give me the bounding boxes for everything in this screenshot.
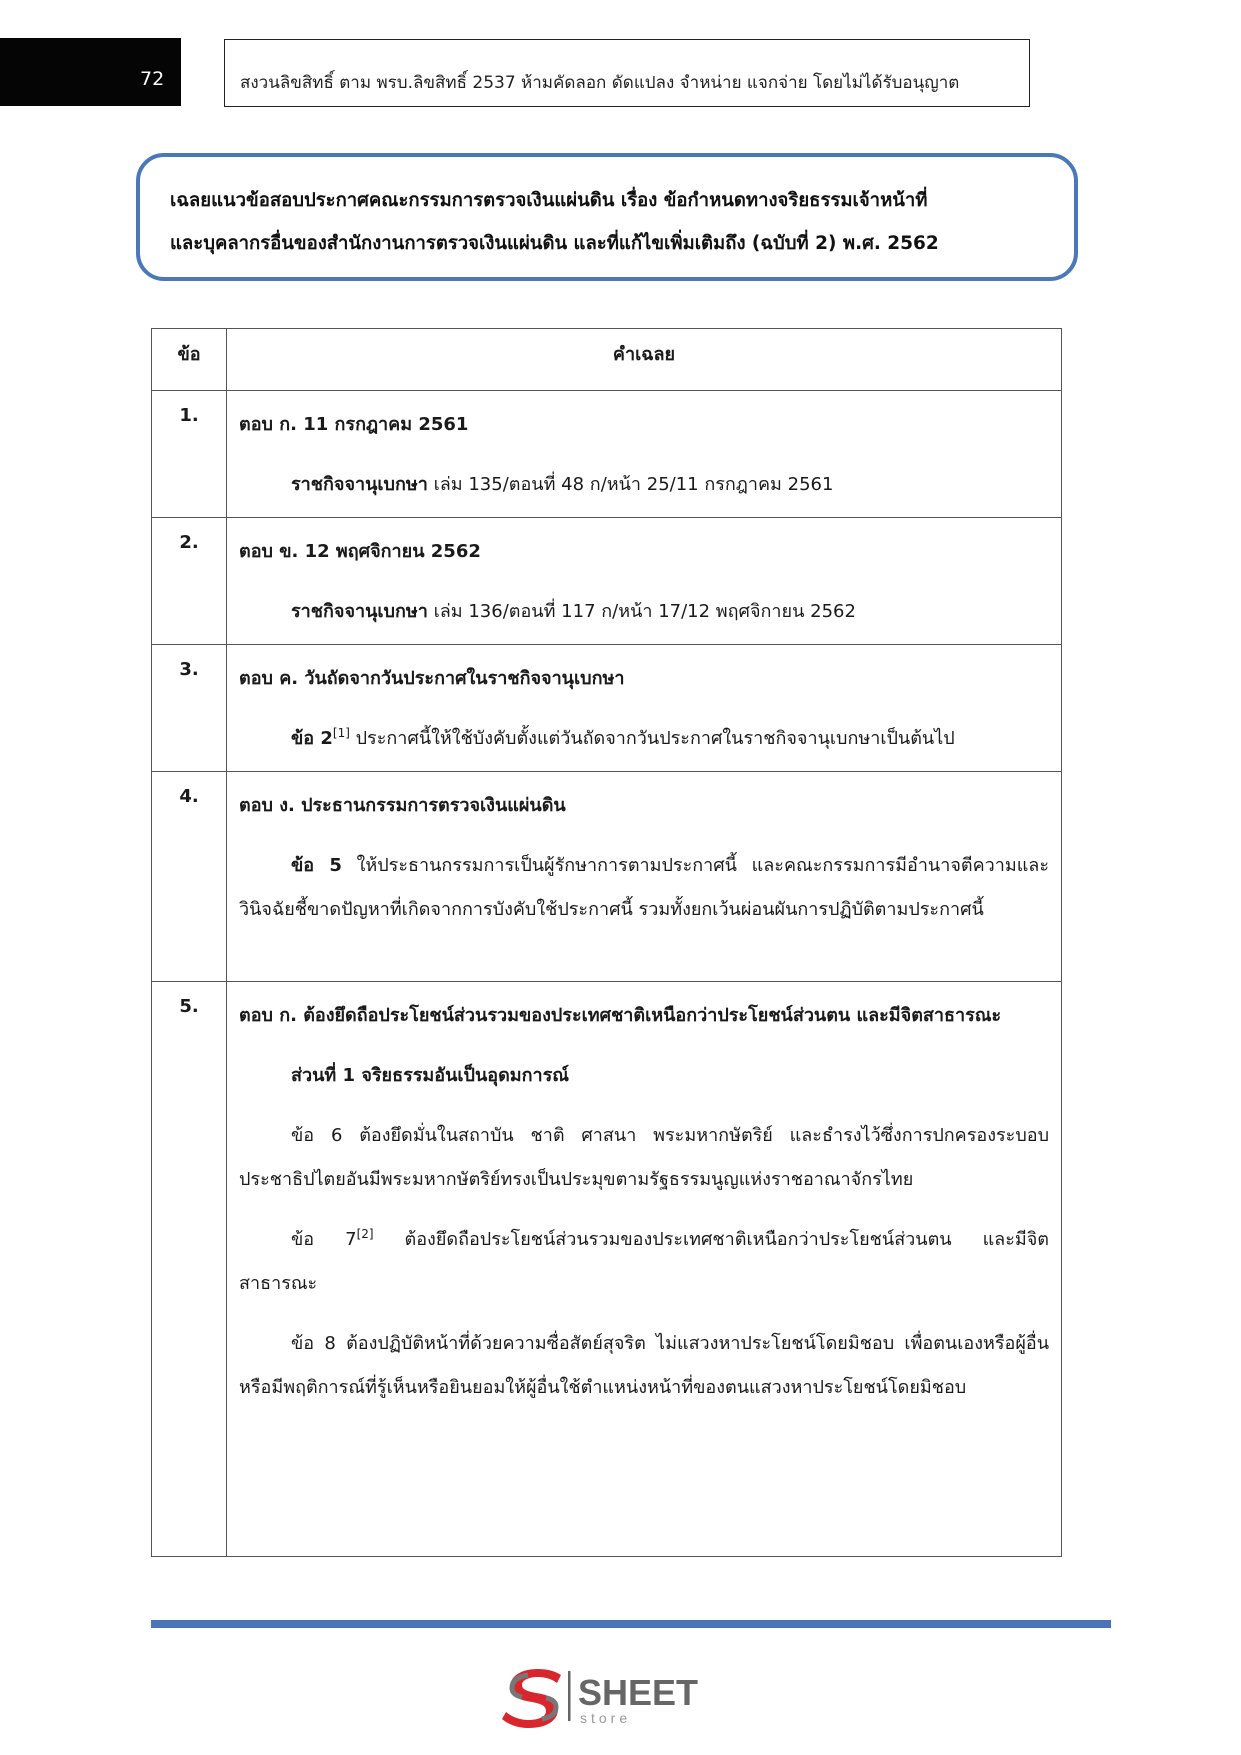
s-emblem-icon: [502, 1669, 561, 1728]
reference-label: ราชกิจจานุเบกษา: [291, 601, 428, 622]
reference-text: [239, 717, 1049, 761]
copyright-notice: สงวนลิขสิทธิ์ ตาม พรบ.ลิขสิทธิ์ 2537 ห้ามคัดลอก ดัดแปลง จำหน่าย แจกจ่าย โดยไม่ได้รับอนุญาต: [240, 73, 960, 93]
footer-divider: [151, 1620, 1111, 1628]
row-number: 3.: [152, 645, 227, 772]
footnote-ref: [2]: [356, 1227, 374, 1241]
answer-cell: [227, 982, 1062, 1557]
reference-label: ราชกิจจานุเบกษา: [291, 474, 428, 495]
column-header-no: ข้อ: [152, 329, 227, 391]
table-row: [152, 518, 1062, 645]
answer-text: ตอบ ข. 12 พฤศจิกายน 2562: [239, 541, 481, 562]
reference-detail: เล่ม 136/ตอนที่ 117 ก/หน้า 17/12 พฤศจิกายน 2562: [427, 601, 856, 622]
row-number: 4.: [152, 772, 227, 982]
reference-detail: เล่ม 135/ตอนที่ 48 ก/หน้า 25/11 กรกฎาคม 2561: [427, 474, 834, 495]
clause-7-label: ข้อ 7: [291, 1229, 357, 1250]
column-header-answer: คำเฉลย: [227, 329, 1062, 391]
answer-cell: [227, 518, 1062, 645]
reference-label: ข้อ 2: [291, 728, 333, 749]
clause-8: ข้อ 8 ต้องปฏิบัติหน้าที่ด้วยความซื่อสัตย์สุจริต ไม่แสวงหาประโยชน์โดยมิชอบ เพื่อตนเองหรือผู้อื่น หรือมีพฤติการณ์ที่รู้เห็นหรือยินยอมให้ผู้อื่นใช้ตำแหน่งหน้าที่ของตนแสวงหาประโยชน์โดยมิชอบ: [239, 1333, 1049, 1398]
answer-text: ตอบ ก. ต้องยึดถือประโยชน์ส่วนรวมของประเทศชาติเหนือกว่าประโยชน์ส่วนตน และมีจิตสาธารณะ: [239, 1005, 1002, 1026]
row-number: 5.: [152, 982, 227, 1557]
clause-6: ข้อ 6 ต้องยึดมั่นในสถาบัน ชาติ ศาสนา พระมหากษัตริย์ และธำรงไว้ซึ่งการปกครองระบอบประชาธิปไตยอันมีพระมหากษัตริย์ทรงเป็นประมุขตามรัฐธรรมนูญแห่งราชอาณาจักรไทย: [239, 1125, 1049, 1190]
answer-cell: [227, 391, 1062, 518]
table-row: [152, 772, 1062, 982]
table-row: [152, 391, 1062, 518]
reference-label: ข้อ 5: [291, 855, 342, 876]
logo-sub: store: [580, 1710, 632, 1726]
reference-text: [239, 590, 1049, 634]
title-frame: [136, 153, 1078, 281]
answer-cell: [227, 772, 1062, 982]
reference-detail: ให้ประธานกรรมการเป็นผู้รักษาการตามประกาศนี้ และคณะกรรมการมีอำนาจตีความและวินิจฉัยชี้ขาดปัญหาที่เกิดจากการบังคับใช้ประกาศนี้ รวมทั้งยกเว้นผ่อนผันการปฏิบัติตามประกาศนี้: [239, 855, 1050, 920]
title-line-1: เฉลยแนวข้อสอบประกาศคณะกรรมการตรวจเงินแผ่นดิน เรื่อง ข้อกำหนดทางจริยธรรมเจ้าหน้าที่: [170, 190, 928, 211]
footnote-ref: [1]: [332, 726, 350, 740]
clause-7: [239, 1218, 1049, 1306]
page-number: 72: [140, 68, 165, 90]
logo-word: SHEET: [578, 1672, 699, 1713]
answer-table: [151, 328, 1062, 1557]
section-heading: ส่วนที่ 1 จริยธรรมอันเป็นอุดมการณ์: [291, 1065, 570, 1086]
reference-text: [239, 844, 1049, 932]
answer-text: ตอบ ง. ประธานกรรมการตรวจเงินแผ่นดิน: [239, 795, 566, 816]
table-row: [152, 982, 1062, 1557]
answer-cell: [227, 645, 1062, 772]
answer-text: ตอบ ค. วันถัดจากวันประกาศในราชกิจจานุเบกษา: [239, 668, 625, 689]
clause-7-text: ต้องยึดถือประโยชน์ส่วนรวมของประเทศชาติเหนือกว่าประโยชน์ส่วนตน และมีจิตสาธารณะ: [239, 1229, 1049, 1294]
row-number: 1.: [152, 391, 227, 518]
sheet-store-logo: [498, 1661, 718, 1731]
title-line-2: และบุคลากรอื่นของสำนักงานการตรวจเงินแผ่นดิน และที่แก้ไขเพิ่มเติมถึง (ฉบับที่ 2) พ.ศ. 2562: [170, 233, 939, 254]
logo-divider: [568, 1671, 571, 1721]
reference-detail: ประกาศนี้ให้ใช้บังคับตั้งแต่วันถัดจากวันประกาศในราชกิจจานุเบกษาเป็นต้นไป: [349, 728, 955, 749]
reference-text: [239, 463, 1049, 507]
answer-text: ตอบ ก. 11 กรกฎาคม 2561: [239, 414, 469, 435]
row-number: 2.: [152, 518, 227, 645]
table-header-row: [152, 329, 1062, 391]
table-row: [152, 645, 1062, 772]
